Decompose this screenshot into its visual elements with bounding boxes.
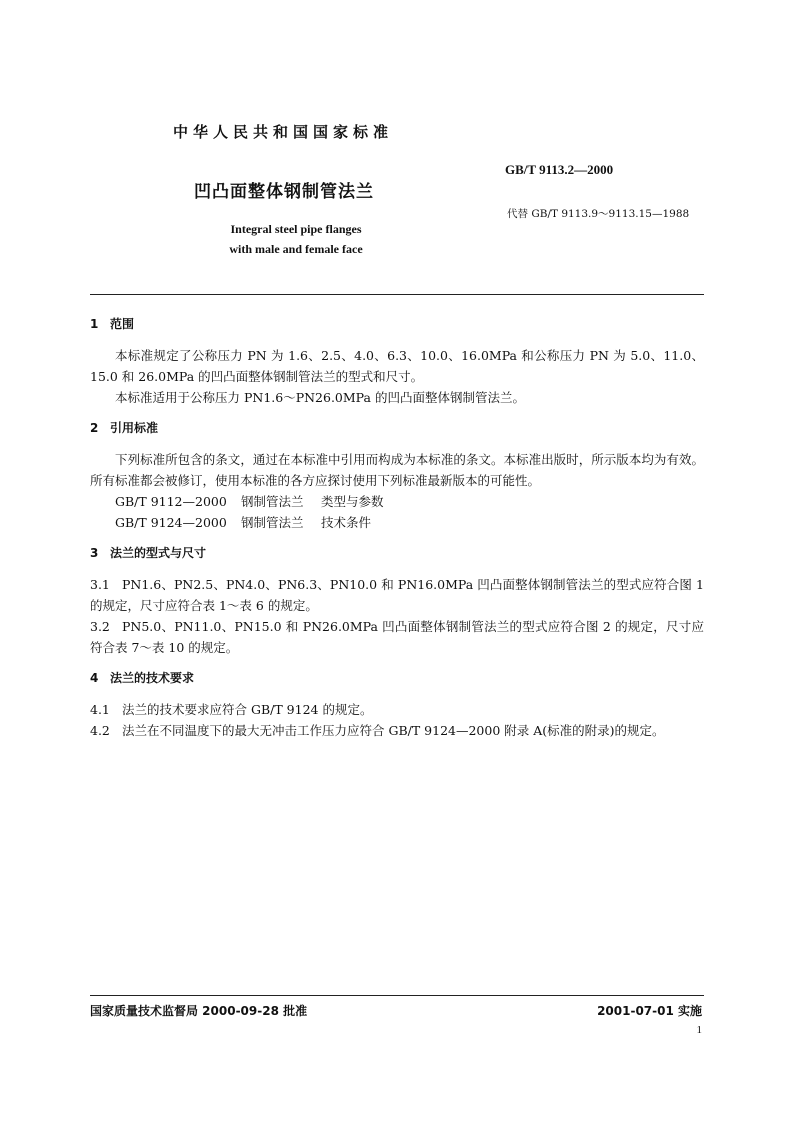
section-title: 引用标准 bbox=[110, 421, 159, 435]
paragraph: 本标准适用于公称压力 PN1.6～PN26.0MPa 的凹凸面整体钢制管法兰。 bbox=[115, 390, 525, 405]
section-title: 法兰的技术要求 bbox=[110, 671, 195, 685]
reference-item bbox=[90, 512, 704, 533]
reference-name: 钢制管法兰 bbox=[241, 515, 304, 530]
clause-number: 4.1 bbox=[90, 702, 110, 717]
clause-number: 3.2 bbox=[90, 619, 110, 634]
section-title: 法兰的型式与尺寸 bbox=[110, 546, 207, 560]
page-number: 1 bbox=[696, 1024, 702, 1036]
section-number: 2 bbox=[90, 421, 99, 435]
document-title-en bbox=[150, 219, 442, 259]
clause bbox=[90, 720, 704, 741]
reference-code: GB/T 9124—2000 bbox=[115, 515, 227, 530]
document-title-cn: 凹凸面整体钢制管法兰 bbox=[194, 182, 374, 202]
document-body bbox=[90, 314, 704, 741]
section-number: 3 bbox=[90, 546, 99, 560]
section-2-heading bbox=[90, 418, 704, 439]
section-4-heading bbox=[90, 668, 704, 689]
reference-item bbox=[90, 491, 704, 512]
reference-desc: 技术条件 bbox=[321, 515, 372, 530]
clause-text: PN1.6、PN2.5、PN4.0、PN6.3、PN10.0 和 PN16.0MPa 凹凸面整体钢制管法兰的型式应符合图 1的规定，尺寸应符合表 1～表 6 的规定。 bbox=[90, 577, 704, 613]
clause-text: 法兰的技术要求应符合 GB/T 9124 的规定。 bbox=[122, 702, 373, 717]
reference-name: 钢制管法兰 bbox=[241, 494, 304, 509]
effective-date: 2001-07-01 实施 bbox=[597, 1004, 702, 1018]
section-3-heading bbox=[90, 543, 704, 564]
approval-note: 国家质量技术监督局 2000-09-28 批准 bbox=[90, 1004, 308, 1018]
section-number: 4 bbox=[90, 671, 99, 685]
standard-number: GB/T 9113.2—2000 bbox=[505, 162, 614, 177]
paragraph: 本标准规定了公称压力 PN 为 1.6、2.5、4.0、6.3、10.0、16.0MPa 和公称压力 PN 为 5.0、11.0、15.0 和 26.0MPa 的凹凸面整体钢制管法兰的型式和尺寸。 bbox=[90, 348, 704, 384]
national-standard-heading: 中华人民共和国国家标准 bbox=[173, 123, 394, 141]
clause bbox=[90, 574, 704, 616]
clause-text: 法兰在不同温度下的最大无冲击工作压力应符合 GB/T 9124—2000 附录 A(标准的附录)的规定。 bbox=[122, 723, 665, 738]
header-divider bbox=[90, 294, 704, 295]
replaces-standards: 代替 GB/T 9113.9～9113.15—1988 bbox=[507, 208, 690, 220]
clause-text: PN5.0、PN11.0、PN15.0 和 PN26.0MPa 凹凸面整体钢制管法兰的型式应符合图 2 的规定，尺寸应符合表 7～表 10 的规定。 bbox=[90, 619, 704, 655]
reference-code: GB/T 9112—2000 bbox=[115, 494, 227, 509]
title-en-line1: Integral steel pipe flanges bbox=[230, 222, 362, 236]
section-1-heading bbox=[90, 314, 704, 335]
clause bbox=[90, 699, 704, 720]
section-title: 范围 bbox=[110, 317, 135, 331]
reference-desc: 类型与参数 bbox=[321, 494, 384, 509]
title-en-line2: with male and female face bbox=[229, 242, 363, 256]
paragraph: 下列标准所包含的条文，通过在本标准中引用而构成为本标准的条文。本标准出版时，所示版本均为有效。所有标准都会被修订，使用本标准的各方应探讨使用下列标准最新版本的可能性。 bbox=[90, 452, 704, 488]
footer-divider bbox=[90, 995, 704, 996]
clause bbox=[90, 616, 704, 658]
section-number: 1 bbox=[90, 317, 99, 331]
clause-number: 3.1 bbox=[90, 577, 110, 592]
clause-number: 4.2 bbox=[90, 723, 110, 738]
